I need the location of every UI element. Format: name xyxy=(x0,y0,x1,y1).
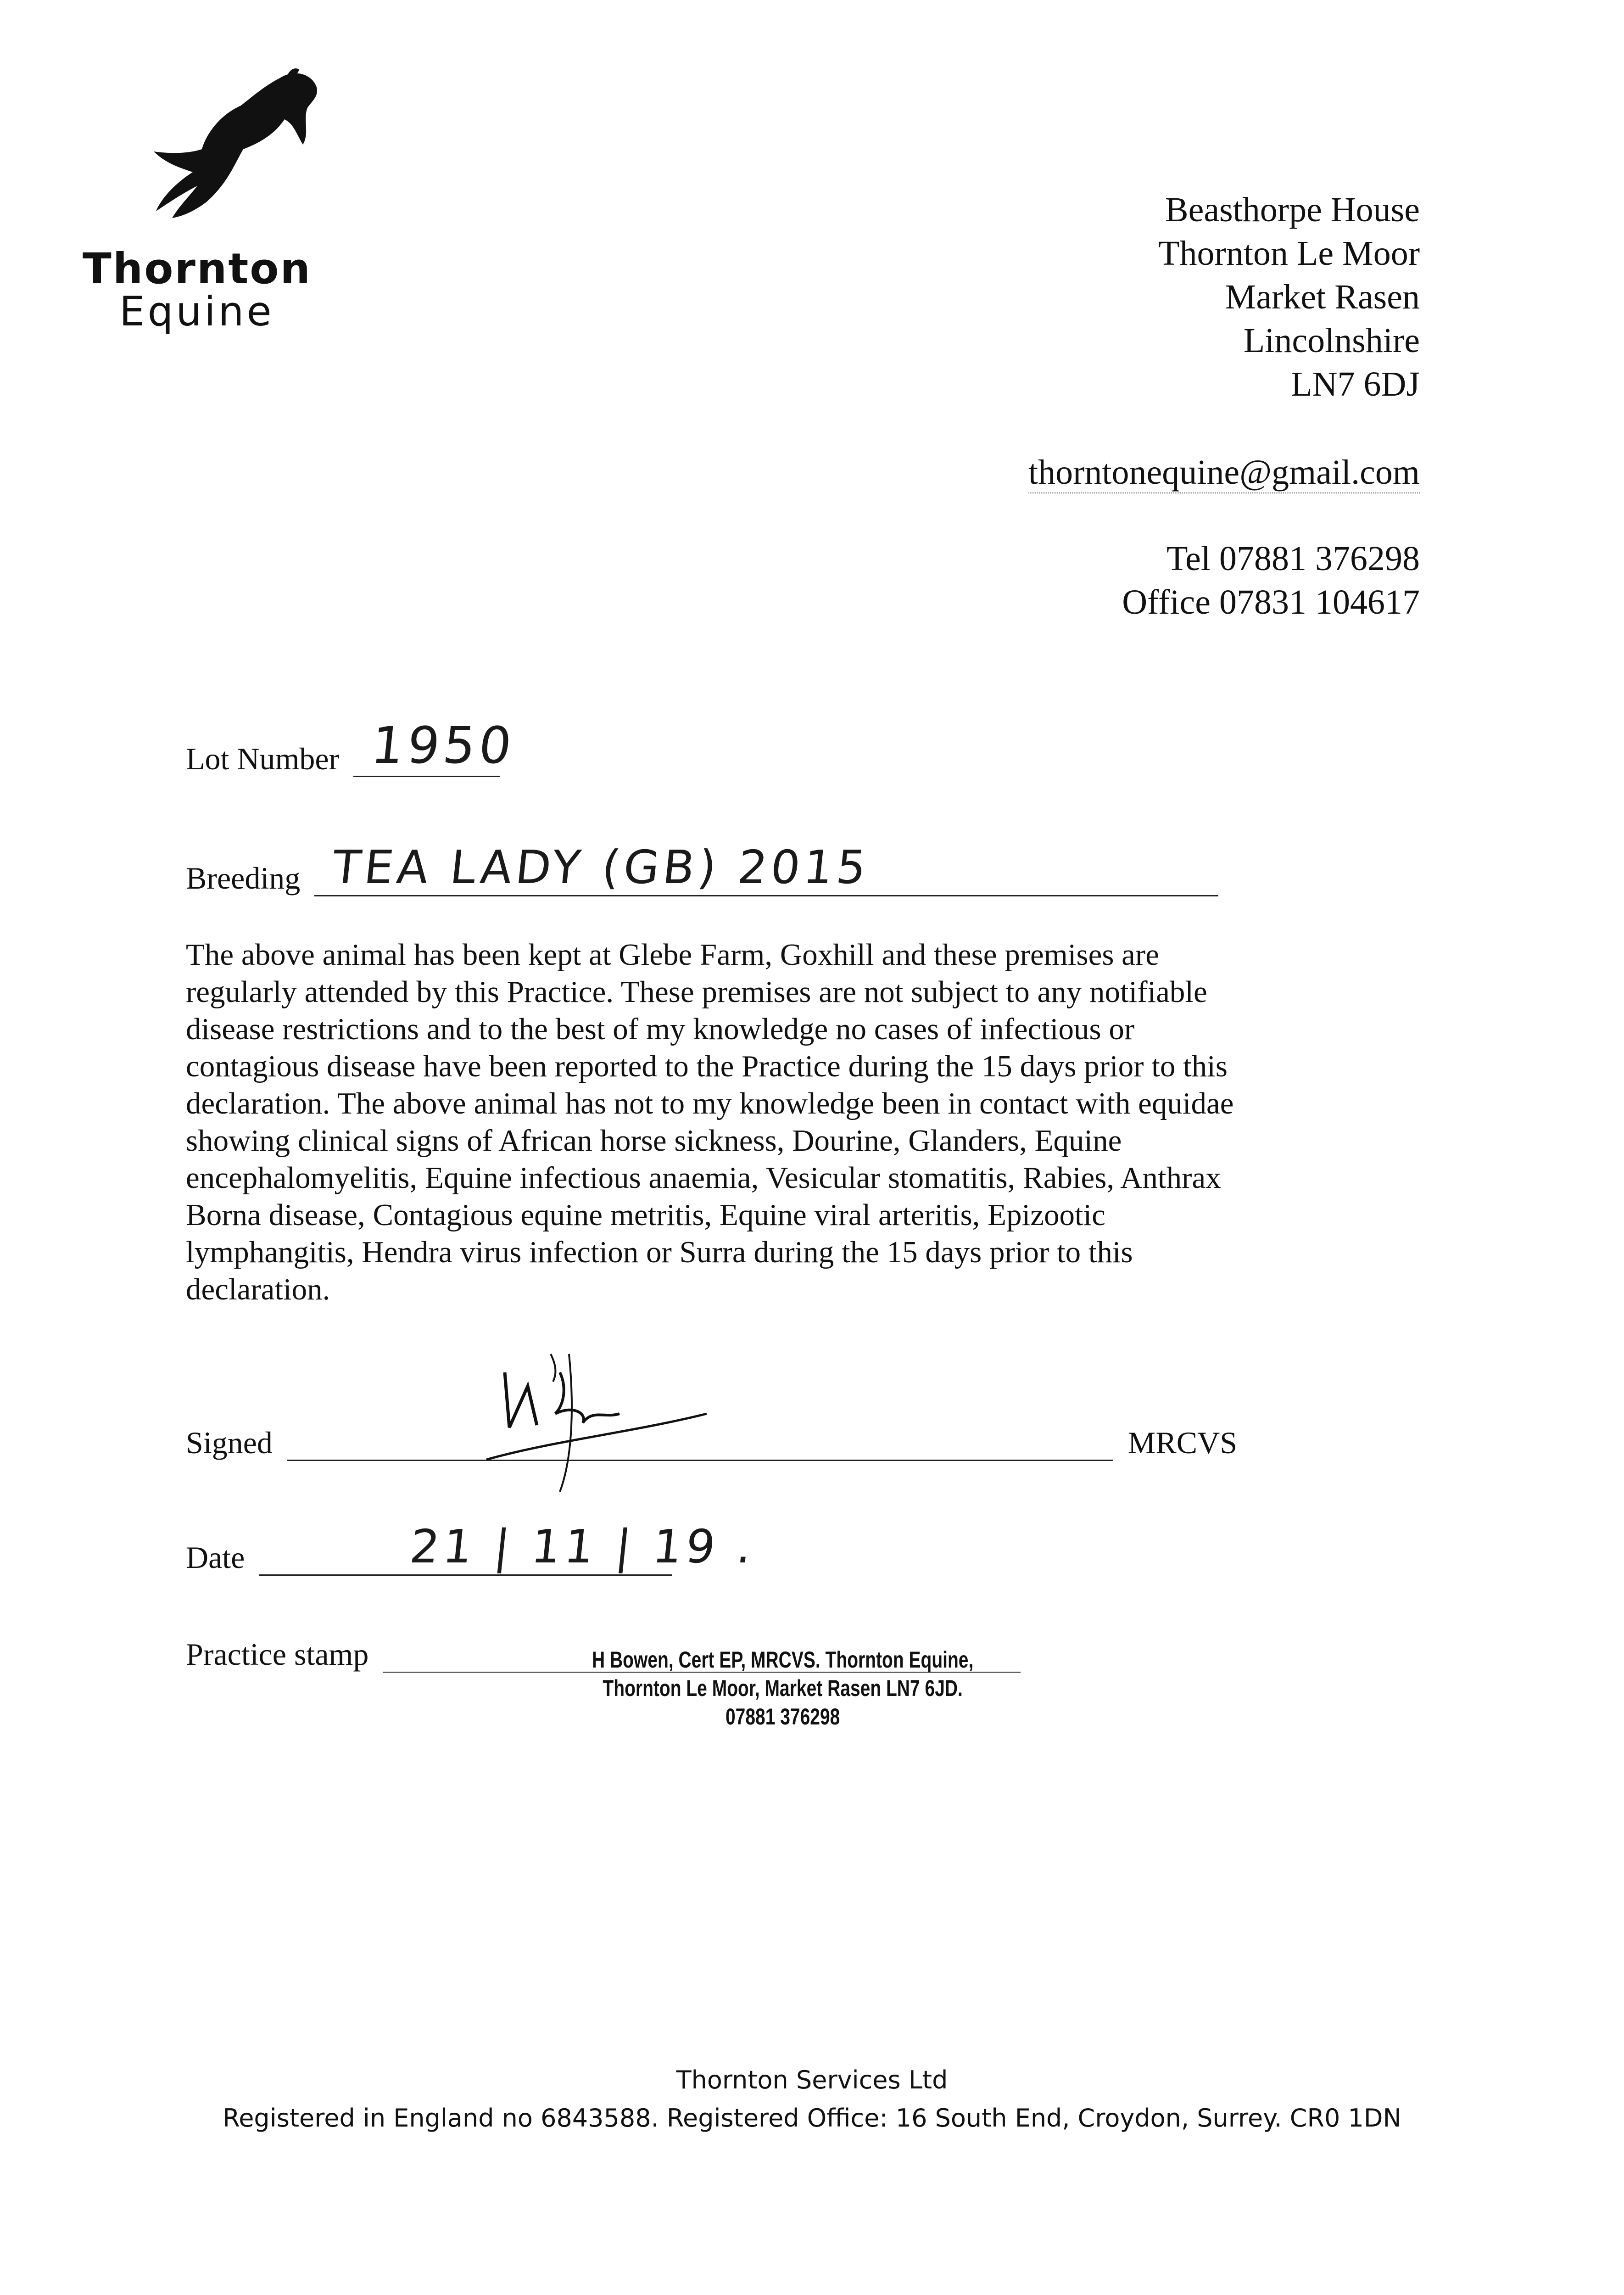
brand-subtitle: Equine xyxy=(119,288,274,335)
address-line: Market Rasen xyxy=(1225,278,1420,316)
declaration-text xyxy=(186,936,1264,1308)
lot-number-label: Lot Number xyxy=(186,741,340,776)
mrcvs-label: MRCVS xyxy=(1127,1425,1238,1460)
stamp-line-3: 07881 376298 xyxy=(725,1704,840,1730)
address-line: LN7 6DJ xyxy=(1291,365,1420,403)
date-field xyxy=(259,1520,759,1576)
breeding-value: TEA LADY (GB) 2015 xyxy=(330,840,873,894)
date-value: 21 | 11 | 19 . xyxy=(407,1520,759,1573)
horse-icon xyxy=(128,64,321,220)
address-block xyxy=(1158,188,1420,406)
address-line: Lincolnshire xyxy=(1243,321,1420,360)
date-label: Date xyxy=(186,1540,245,1575)
email-link[interactable]: thorntonequine@gmail.com xyxy=(1028,452,1420,493)
breeding-row xyxy=(186,840,1218,896)
practice-stamp-label: Practice stamp xyxy=(186,1637,369,1672)
office-number: Office 07831 104617 xyxy=(1122,583,1420,621)
stamp-line-2: Thornton Le Moor, Market Rasen LN7 6JD. xyxy=(603,1675,963,1701)
lot-number-value: 1950 xyxy=(368,716,518,775)
lot-number-row xyxy=(186,716,518,777)
brand-name: Thornton xyxy=(83,244,312,293)
breeding-label: Breeding xyxy=(186,861,301,896)
address-line: Beasthorpe House xyxy=(1165,190,1420,229)
breeding-field xyxy=(314,840,1218,896)
footer-registration: Registered in England no 6843588. Registered Office: 16 South End, Croydon, Surrey. CR0 1DN xyxy=(223,2104,1401,2133)
signature-mark xyxy=(468,1345,753,1538)
stamp-line-1: H Bowen, Cert EP, MRCVS. Thornton Equine, xyxy=(592,1647,974,1673)
footer-company: Thornton Services Ltd xyxy=(676,2066,948,2094)
lot-number-field xyxy=(353,716,518,777)
phone-block xyxy=(1122,537,1420,624)
signed-label: Signed xyxy=(186,1425,273,1460)
address-line: Thornton Le Moor xyxy=(1158,234,1420,273)
date-row xyxy=(186,1520,759,1576)
company-logo xyxy=(78,64,335,335)
tel-number: Tel 07881 376298 xyxy=(1166,539,1420,578)
practice-stamp xyxy=(592,1646,973,1731)
declaration-paragraph: The above animal has been kept at Glebe Farm, Goxhill and these premises are regularly attended by this Practice. These premises are not subject to any notifiable disease restrictions and to the best of my knowledge no cases of infectious or contagious disease have been reported to the Practice during the 15 days prior to this declaration. The above animal has not to my knowledge been in contact with equidae showing clinical signs of African horse sickness, Dourine, Glanders, Equine encephalomyelitis, Equine infectious anaemia, Vesicular stomatitis, Rabies, Anthrax Borna disease, Contagious equine metritis, Equine viral arteritis, Epizootic lymphangitis, Hendra virus infection or Surra during the 15 days prior to this declaration. xyxy=(186,938,1234,1306)
